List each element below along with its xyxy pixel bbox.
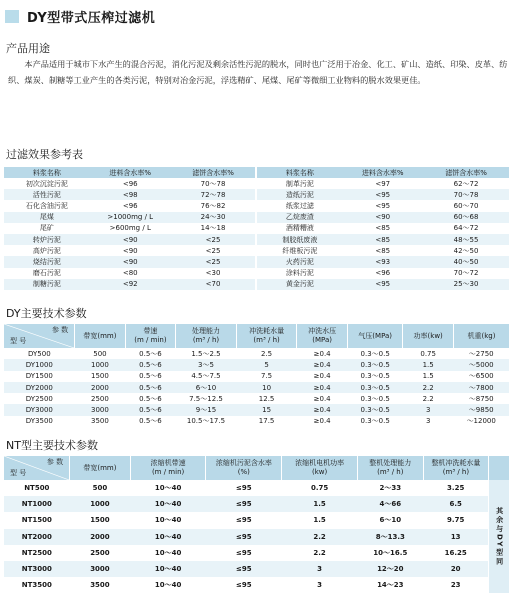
- table-cell: 70～78: [423, 189, 509, 200]
- table-cell: 48～55: [423, 234, 509, 245]
- table-cell: 0.75: [420, 349, 436, 358]
- table-cell: <25: [205, 246, 221, 255]
- table-cell: <90: [90, 234, 171, 245]
- table-cell: ≤95: [236, 516, 252, 525]
- table-row: [4, 382, 509, 393]
- table-cell: 1000: [70, 496, 131, 512]
- table-cell: NT2000: [4, 529, 70, 545]
- table-cell: 14～18: [200, 224, 226, 233]
- table-row: [4, 371, 509, 382]
- table-cell: 7.5～12.5: [189, 394, 223, 403]
- table-row: [4, 512, 509, 528]
- table-row: [4, 279, 509, 290]
- table-cell: 0.3～0.5: [347, 359, 403, 370]
- table-cell: ≥0.4: [313, 417, 331, 426]
- table-cell: 转炉污泥: [4, 234, 90, 245]
- table-cell: 15: [236, 404, 297, 415]
- table-cell: 2.2: [313, 548, 326, 557]
- table-cell: 0.3～0.5: [360, 417, 390, 426]
- table-cell: DY3000: [4, 404, 75, 415]
- table-cell: 62～72: [453, 179, 479, 188]
- table-cell: NT3500: [21, 581, 52, 590]
- table-cell: 6～10: [176, 382, 237, 393]
- table-cell: 制糖污泥: [4, 279, 90, 290]
- table-cell: <70: [171, 279, 257, 290]
- table-cell: 0.3～0.5: [360, 394, 390, 403]
- column-header: 气压(MPa): [347, 324, 403, 348]
- table-cell: 3000: [75, 404, 126, 415]
- dy-heading: DY主要技术参数: [6, 307, 87, 320]
- title-marker: [5, 10, 19, 23]
- table-cell: ≥0.4: [313, 372, 331, 381]
- filter-effect-table: [4, 167, 509, 290]
- column-header: 功率(kw): [403, 324, 454, 348]
- table-cell: 0.5～6: [125, 382, 176, 393]
- table-cell: 黄金污泥: [256, 279, 342, 290]
- table-cell: <85: [375, 246, 391, 255]
- table-cell: 2500: [90, 548, 110, 557]
- table-row: [4, 256, 509, 267]
- table-row: [4, 561, 509, 577]
- table-cell: 12.5: [258, 394, 275, 403]
- table-cell: <98: [90, 189, 171, 200]
- table-cell: 13: [423, 529, 489, 545]
- table-cell: 纤维板污泥: [256, 245, 342, 256]
- table-cell: 14～23: [377, 581, 404, 590]
- table-cell: 17.5: [258, 417, 275, 426]
- dy-spec-table: [4, 324, 509, 427]
- table-cell: <85: [375, 224, 391, 233]
- table-cell: 1.5: [282, 496, 358, 512]
- table-row: [4, 223, 509, 234]
- table-cell: 72～78: [171, 189, 257, 200]
- table-cell: 3: [425, 417, 431, 426]
- table-cell: 磨石污泥: [32, 269, 61, 278]
- table-cell: NT1000: [4, 496, 70, 512]
- table-cell: 3000: [70, 561, 131, 577]
- table-cell: 24～30: [171, 212, 257, 223]
- table-cell: 500: [92, 484, 108, 493]
- table-cell: 3: [403, 404, 454, 415]
- table-cell: 3.25: [447, 484, 465, 493]
- table-cell: 石化含油污泥: [25, 201, 68, 210]
- page-title-row: [5, 8, 155, 24]
- table-cell: 76～82: [200, 201, 226, 210]
- table-cell: <90: [122, 246, 138, 255]
- table-row: [4, 480, 509, 496]
- table-cell: 0.5～6: [125, 359, 176, 370]
- table-cell: 4.5～7.5: [191, 372, 221, 381]
- table-cell: 25～30: [423, 279, 509, 290]
- table-cell: 2.5: [261, 349, 273, 358]
- table-row: [4, 393, 509, 404]
- table-cell: ～2750: [468, 349, 494, 358]
- table-row: [4, 577, 509, 593]
- table-cell: ≤95: [236, 548, 252, 557]
- table-cell: 制革污泥: [256, 178, 342, 189]
- table-cell: 70～72: [453, 269, 479, 278]
- table-cell: 烧结污泥: [4, 256, 90, 267]
- column-header: 进料含水率%: [90, 167, 171, 178]
- table-cell: ～9850: [453, 404, 509, 415]
- table-cell: 70～78: [200, 179, 226, 188]
- table-cell: 10～40: [154, 581, 182, 590]
- table-cell: DY1000: [4, 359, 75, 370]
- column-header: 浓缩机污泥含水率 (%): [206, 456, 282, 480]
- table-cell: 0.5～6: [139, 417, 162, 426]
- column-header: 带宽(mm): [75, 324, 126, 348]
- table-row: [4, 348, 509, 359]
- table-cell: 42～50: [453, 246, 479, 255]
- usage-paragraph: 本产品适用于城市下水产生的混合污泥，消化污泥及剩余活性污泥的脱水，同时也广泛用于冶金、化工、矿山、造纸、印染、皮革、纺织、煤炭、制糖等工业产生的各类污泥，特别对冶金污泥，浮选精矿、尾煤、尾矿等微细工业物料的脱水效果更佳。: [8, 59, 508, 85]
- table-cell: 1500: [91, 372, 109, 381]
- table-row: [4, 268, 509, 279]
- column-header: 冲洗耗水量 (m³ / h): [236, 324, 297, 348]
- table-cell: <90: [90, 256, 171, 267]
- table-cell: 高炉污泥: [32, 246, 61, 255]
- table-cell: 10～40: [130, 529, 206, 545]
- column-header: 处理能力 (m³ / h): [176, 324, 237, 348]
- table-row: [4, 178, 509, 189]
- table-cell: 2.2: [403, 382, 454, 393]
- corner-param-label: 参 数: [51, 326, 69, 334]
- table-cell: DY3500: [25, 417, 53, 426]
- column-header: 料浆名称: [256, 167, 342, 178]
- column-header: 带速 (m / min): [125, 324, 176, 348]
- table-cell: 60～68: [423, 212, 509, 223]
- table-cell: 10～40: [154, 548, 182, 557]
- table-cell: <95: [342, 279, 423, 290]
- table-row: [4, 212, 509, 223]
- column-header: 浓缩机带速 (m / min): [130, 456, 206, 480]
- table-row: [4, 200, 509, 211]
- table-cell: ～12000: [466, 417, 496, 426]
- column-header: 浓缩机电机功率 (kw): [282, 456, 358, 480]
- note-cell: 其余与DY型同: [489, 480, 509, 593]
- table-cell: <25: [171, 256, 257, 267]
- table-cell: 40～50: [423, 256, 509, 267]
- table-cell: 0.5～6: [139, 349, 162, 358]
- table-cell: <85: [342, 234, 423, 245]
- table-cell: 制胶纸废液: [256, 234, 342, 245]
- nt-heading: NT型主要技术参数: [6, 439, 98, 452]
- table-row: [4, 245, 509, 256]
- table-cell: <25: [171, 234, 257, 245]
- table-cell: 0.3～0.5: [347, 404, 403, 415]
- table-row: [4, 529, 509, 545]
- column-header: 滤饼含水率%: [171, 167, 257, 178]
- table-cell: 2000: [75, 382, 126, 393]
- table-cell: 10: [236, 382, 297, 393]
- table-cell: >600mg / L: [109, 224, 151, 233]
- table-cell: 4～66: [357, 496, 423, 512]
- table-cell: 3: [317, 581, 323, 590]
- table-cell: 活性污泥: [4, 189, 90, 200]
- table-cell: 尾煤: [4, 212, 90, 223]
- table-cell: NT500: [24, 484, 50, 493]
- table-cell: 2～33: [379, 484, 402, 493]
- table-cell: 涂料污泥: [256, 268, 342, 279]
- table-cell: ≥0.4: [313, 349, 331, 358]
- table-cell: 0.5～6: [125, 404, 176, 415]
- table-cell: 2500: [91, 394, 109, 403]
- table-cell: 10.5～17.5: [186, 417, 226, 426]
- table-cell: <93: [342, 256, 423, 267]
- table-cell: 3～5: [176, 359, 237, 370]
- table-cell: 乙烷废渣: [256, 212, 342, 223]
- table-cell: 10～16.5: [373, 548, 408, 557]
- table-cell: 1.5: [422, 372, 434, 381]
- corner-model-label: 型 号: [10, 469, 27, 477]
- column-header: 进料含水率%: [342, 167, 423, 178]
- table-cell: 2.2: [282, 529, 358, 545]
- table-cell: <30: [205, 269, 221, 278]
- table-cell: <96: [122, 179, 138, 188]
- column-header: 带宽(mm): [70, 456, 131, 480]
- table-cell: DY2500: [25, 394, 53, 403]
- table-row: [4, 189, 509, 200]
- table-cell: 20: [423, 561, 489, 577]
- column-header: 整机处理能力 (m³ / h): [357, 456, 423, 480]
- table-cell: 16.25: [444, 548, 467, 557]
- table-cell: 0.75: [310, 484, 329, 493]
- table-cell: ≤95: [236, 484, 252, 493]
- table-cell: 3500: [91, 417, 109, 426]
- table-cell: 0.3～0.5: [360, 349, 390, 358]
- table-cell: >1000mg / L: [90, 212, 171, 223]
- table-cell: 火药污泥: [256, 256, 342, 267]
- table-cell: 12～20: [357, 561, 423, 577]
- table-cell: 10～40: [130, 561, 206, 577]
- table-cell: 23: [450, 581, 461, 590]
- table-row: [4, 404, 509, 415]
- column-header-blank: [489, 456, 509, 480]
- table-cell: DY2000: [4, 382, 75, 393]
- table-cell: 5: [236, 359, 297, 370]
- table-cell: 9.75: [447, 516, 465, 525]
- column-header: 整机冲洗耗水量 (m³ / h): [423, 456, 489, 480]
- table-cell: ～6500: [468, 372, 494, 381]
- table-cell: NT3000: [4, 561, 70, 577]
- table-cell: 1000: [75, 359, 126, 370]
- table-row: [4, 359, 509, 370]
- column-header: 料浆名称: [4, 167, 90, 178]
- table-cell: ～7800: [453, 382, 509, 393]
- table-cell: 3: [282, 561, 358, 577]
- table-cell: 6～10: [379, 516, 402, 525]
- table-cell: 纸浆过滤: [256, 200, 342, 211]
- table-cell: ≥0.4: [297, 404, 348, 415]
- table-cell: ≤95: [206, 561, 282, 577]
- table-cell: 0.3～0.5: [360, 372, 390, 381]
- table-cell: 500: [93, 349, 107, 358]
- column-header: 冲洗水压 (MPa): [297, 324, 348, 348]
- table-cell: 6.5: [423, 496, 489, 512]
- table-cell: DY1500: [25, 372, 53, 381]
- table-cell: 3500: [90, 581, 110, 590]
- table-cell: <96: [375, 269, 391, 278]
- table-cell: 8～13.3: [357, 529, 423, 545]
- corner-model-label: 型 号: [10, 337, 27, 345]
- table-cell: <80: [122, 269, 138, 278]
- table-cell: ～5000: [453, 359, 509, 370]
- table-cell: 2.2: [422, 394, 434, 403]
- table-cell: NT1500: [21, 516, 52, 525]
- table-cell: <97: [375, 179, 391, 188]
- table-cell: 0.5～6: [139, 394, 162, 403]
- table-cell: 10～40: [154, 516, 182, 525]
- corner-header: [4, 456, 70, 480]
- table-cell: 尾矿: [39, 224, 54, 233]
- table-cell: <96: [122, 201, 138, 210]
- table-cell: 10～40: [154, 484, 182, 493]
- table-cell: <90: [342, 212, 423, 223]
- table-cell: 60～70: [453, 201, 479, 210]
- table-cell: 0.5～6: [139, 372, 162, 381]
- table-cell: <95: [375, 201, 391, 210]
- table-cell: ≥0.4: [313, 394, 331, 403]
- table-row: [4, 496, 509, 512]
- table-cell: NT2500: [21, 548, 52, 557]
- table-cell: 10～40: [130, 496, 206, 512]
- table-cell: <95: [342, 189, 423, 200]
- table-cell: ≥0.4: [297, 382, 348, 393]
- table-cell: ～8750: [468, 394, 494, 403]
- table-row: [4, 234, 509, 245]
- table-cell: ≥0.4: [297, 359, 348, 370]
- table-cell: 7.5: [261, 372, 273, 381]
- table-cell: 初次沉淀污泥: [25, 179, 68, 188]
- table-cell: 造纸污泥: [256, 189, 342, 200]
- table-cell: 2000: [70, 529, 131, 545]
- table-row: [4, 545, 509, 561]
- table-cell: DY500: [28, 349, 51, 358]
- table-cell: 1.5: [313, 516, 326, 525]
- table-row: [4, 416, 509, 427]
- table-cell: 1.5: [403, 359, 454, 370]
- table-cell: 1.5～2.5: [191, 349, 221, 358]
- page-title: DY型带式压榨过滤机: [27, 10, 156, 26]
- nt-spec-table: [4, 456, 509, 593]
- usage-heading: 产品用途: [6, 42, 50, 55]
- table-cell: <92: [90, 279, 171, 290]
- table-cell: 1500: [90, 516, 110, 525]
- column-header: 滤饼含水率%: [423, 167, 509, 178]
- corner-header: [4, 324, 75, 348]
- table-cell: 9～15: [176, 404, 237, 415]
- table-cell: 酒精糟液: [256, 223, 342, 234]
- corner-param-label: 参 数: [46, 458, 64, 466]
- column-header: 机重(kg): [453, 324, 509, 348]
- filter-heading: 过滤效果参考表: [6, 148, 83, 161]
- table-cell: ≤95: [206, 529, 282, 545]
- table-cell: 0.3～0.5: [347, 382, 403, 393]
- table-cell: 64～72: [453, 224, 479, 233]
- table-cell: ≤95: [236, 581, 252, 590]
- table-cell: ≤95: [206, 496, 282, 512]
